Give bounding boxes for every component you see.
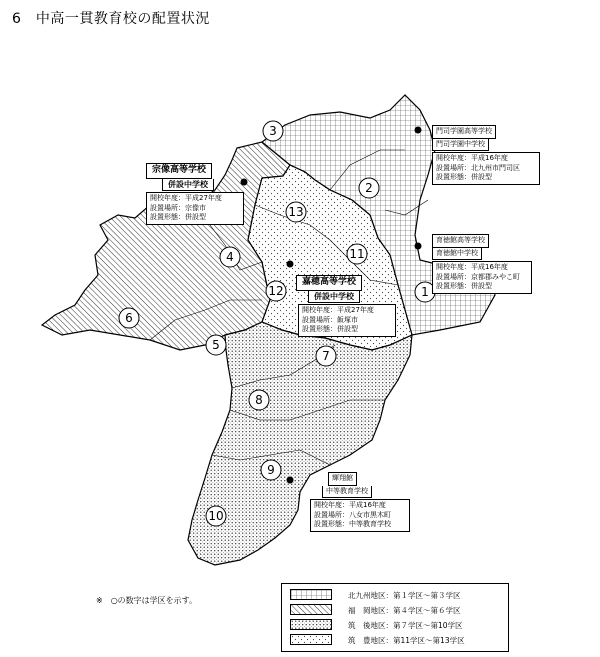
district-badge-2 — [359, 178, 379, 198]
info-opened: 開校年度：平成16年度 — [436, 263, 508, 271]
callout-munakata — [146, 163, 244, 225]
district-badge-4 — [220, 247, 240, 267]
callout-moji — [432, 125, 540, 185]
legend-label: 北九州地区：第１学区～第３学区 — [348, 591, 461, 600]
svg-text:3: 3 — [269, 124, 277, 138]
district-badge-5 — [206, 335, 226, 355]
marker-ikutoku[interactable] — [415, 243, 422, 250]
info-opened: 開校年度：平成27年度 — [302, 306, 374, 314]
info-opened: 開校年度：平成16年度 — [314, 501, 386, 509]
school-sub: 門司学園中学校 — [432, 139, 489, 152]
info-place: 設置場所：八女市黒木町 — [314, 510, 391, 519]
info-form: 設置形態：併設型 — [436, 173, 492, 181]
district-badge-12 — [266, 281, 286, 301]
school-name: 門司学園高等学校 — [432, 125, 496, 139]
district-badge-6 — [119, 308, 139, 328]
district-badge-7 — [316, 346, 336, 366]
info-opened: 開校年度：平成27年度 — [150, 194, 222, 202]
legend-swatch-grid — [290, 589, 332, 600]
map-note: ※ ○の数字は学区を示す。 — [96, 596, 198, 605]
svg-text:8: 8 — [255, 393, 263, 407]
school-name: 嘉穂高等学校 — [296, 275, 362, 291]
info-form: 設置形態：併設型 — [436, 282, 492, 290]
svg-text:2: 2 — [365, 181, 373, 195]
info-place: 設置場所：京都郡みやこ町 — [436, 272, 520, 281]
info-form: 設置形態：併設型 — [302, 325, 358, 333]
svg-text:1: 1 — [421, 285, 429, 299]
school-name: 宗像高等学校 — [146, 163, 212, 179]
legend-swatch-sparse — [290, 634, 332, 645]
info-place: 設置場所：北九州市門司区 — [436, 163, 520, 172]
legend-label: 筑 後地区：第７学区～第10学区 — [348, 621, 463, 630]
school-sub: 併設中学校 — [308, 291, 360, 304]
school-sub: 育徳館中学校 — [432, 248, 482, 261]
callout-kishokan — [310, 472, 410, 532]
svg-text:12: 12 — [268, 284, 284, 298]
svg-text:6: 6 — [125, 311, 133, 325]
callout-kaho — [296, 275, 396, 337]
district-badge-13 — [286, 202, 306, 222]
district-badge-3 — [263, 121, 283, 141]
info-form: 設置形態：中等教育学校 — [314, 520, 391, 528]
legend-swatch-hatch — [290, 604, 332, 615]
marker-kaho[interactable] — [287, 261, 294, 268]
svg-text:5: 5 — [212, 338, 220, 352]
svg-text:9: 9 — [267, 463, 275, 477]
info-opened: 開校年度：平成16年度 — [436, 154, 508, 162]
school-info — [432, 152, 540, 185]
district-badge-8 — [249, 390, 269, 410]
school-sub: 中等教育学校 — [322, 486, 372, 499]
school-info — [298, 304, 396, 337]
page-title: 6 中高一貫教育校の配置状況 — [12, 11, 210, 27]
info-place: 設置場所：宗像市 — [150, 203, 206, 212]
marker-kishokan[interactable] — [287, 477, 294, 484]
legend-label: 筑 豊地区：第11学区～第13学区 — [348, 636, 465, 645]
legend-label: 福 岡地区：第４学区～第６学区 — [348, 606, 461, 615]
district-badge-9 — [261, 460, 281, 480]
school-info — [310, 499, 410, 532]
marker-moji[interactable] — [415, 127, 422, 134]
legend-swatch-dots — [290, 619, 332, 630]
svg-text:10: 10 — [208, 509, 224, 523]
legend — [281, 583, 509, 652]
callout-ikutoku — [432, 234, 532, 294]
school-name: 輝翔館 — [328, 472, 357, 486]
info-place: 設置場所：飯塚市 — [302, 315, 358, 324]
school-info — [432, 261, 532, 294]
svg-text:13: 13 — [288, 205, 304, 219]
school-info — [146, 192, 244, 225]
svg-text:11: 11 — [349, 247, 365, 261]
district-badge-10 — [206, 506, 226, 526]
district-badge-11 — [347, 244, 367, 264]
svg-text:4: 4 — [226, 250, 234, 264]
school-sub: 併設中学校 — [162, 179, 214, 192]
school-name: 育徳館高等学校 — [432, 234, 489, 248]
info-form: 設置形態：併設型 — [150, 213, 206, 221]
svg-text:7: 7 — [322, 349, 330, 363]
